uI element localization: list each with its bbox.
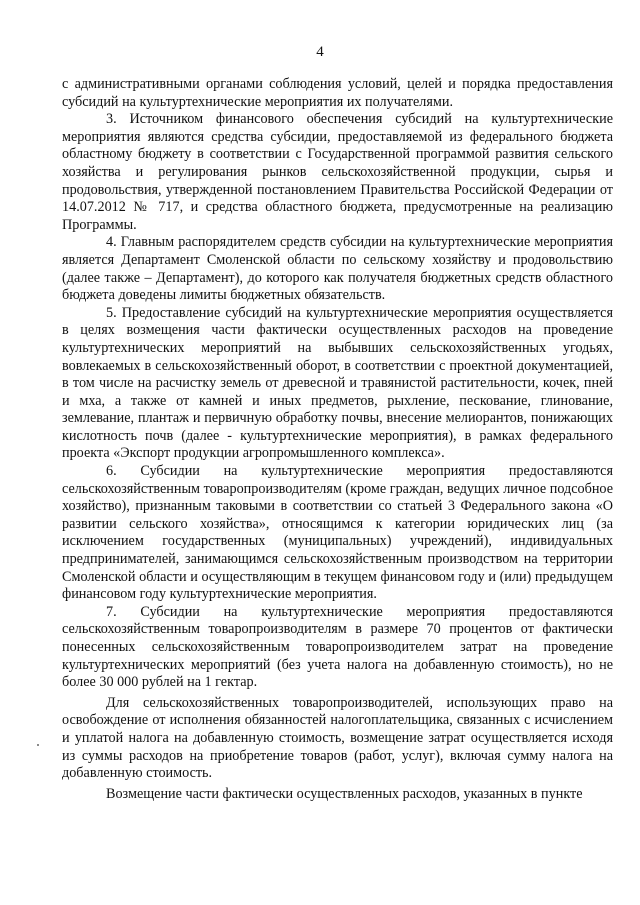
paragraph-item-5: 5. Предоставление субсидий на культуртехнические мероприятия осуществляется в целях возмещения части фактически осуществленных расходов на проведение культуртехнических мероприятий на выбывших сельскохозяйственных угодьях, вовлекаемых в сельскохозяйственный оборот, в соответствии с проектной документацией, в том числе на расчистку земель от древесной и травянистой растительности, кочек, пней и мха, а также от камней и иных предметов, рыхление, пескование, глинование, землевание, плантаж и первичную обработку почвы, внесение мелиорантов, понижающих кислотность почв (далее - культуртехнические мероприятия), в рамках федерального проекта «Экспорт продукции агропромышленного комплекса». [62,304,613,462]
page-number: 4 [316,44,324,60]
paragraph-reimbursement: Возмещение части фактически осуществленных расходов, указанных в пункте [106,785,583,802]
paragraph-item-7: 7. Субсидии на культуртехнические мероприятия предоставляются сельскохозяйственным товаропроизводителям в размере 70 процентов от фактически понесенных сельскохозяйственным товаропроизводителем затрат на проведение культуртехнических мероприятий (без учета налога на добавленную стоимость), но не более 30 000 рублей на 1 гектар. [62,603,613,691]
paragraph-item-4: 4. Главным распорядителем средств субсидии на культуртехнические мероприятия является Департамент Смоленской области по сельскому хозяйству и продовольствию (далее также – Департамент), до которого как получателя бюджетных средств областного бюджета доведены лимиты бюджетных обязательств. [62,234,613,304]
document-body [62,76,613,803]
scan-artifact-dot [37,744,39,746]
paragraph-vat-exemption: Для сельскохозяйственных товаропроизводителей, использующих право на освобождение от исполнения обязанностей налогоплательщика, связанных с исчислением и уплатой налога на добавленную стоимость, возмещение затрат осуществляется исходя из суммы расходов на приобретение товаров (работ, услуг), включая сумму налога на добавленную стоимость. [62,694,613,782]
paragraph-continuation: с административными органами соблюдения условий, целей и порядка предоставления субсидий на культуртехнические мероприятия их получателями. [62,76,613,110]
paragraph-item-3: 3. Источником финансового обеспечения субсидий на культуртехнические мероприятия являются средства субсидии, предоставляемой из федерального бюджета областному бюджету в соответствии с Государственной программой развития сельского хозяйства и регулирования рынков сельскохозяйственной продукции, сырья и продовольствия, утвержденной постановлением Правительства Российской Федерации от 14.07.2012 № 717, и средства областного бюджета, предусмотренные на реализацию Программы. [62,111,613,233]
paragraph-item-6: 6. Субсидии на культуртехнические мероприятия предоставляются сельскохозяйственным товаропроизводителям (кроме граждан, ведущих личное подсобное хозяйство), признанным таковыми в соответствии со статьей 3 Федерального закона «О развитии сельского хозяйства», относящимся к категории юридических лиц (за исключением государственных (муниципальных) учреждений), индивидуальных предпринимателей, занимающимся сельскохозяйственным производством на территории Смоленской области и осуществляющим в текущем финансовом году и (или) предыдущем финансовом году культуртехнические мероприятия. [62,463,613,603]
